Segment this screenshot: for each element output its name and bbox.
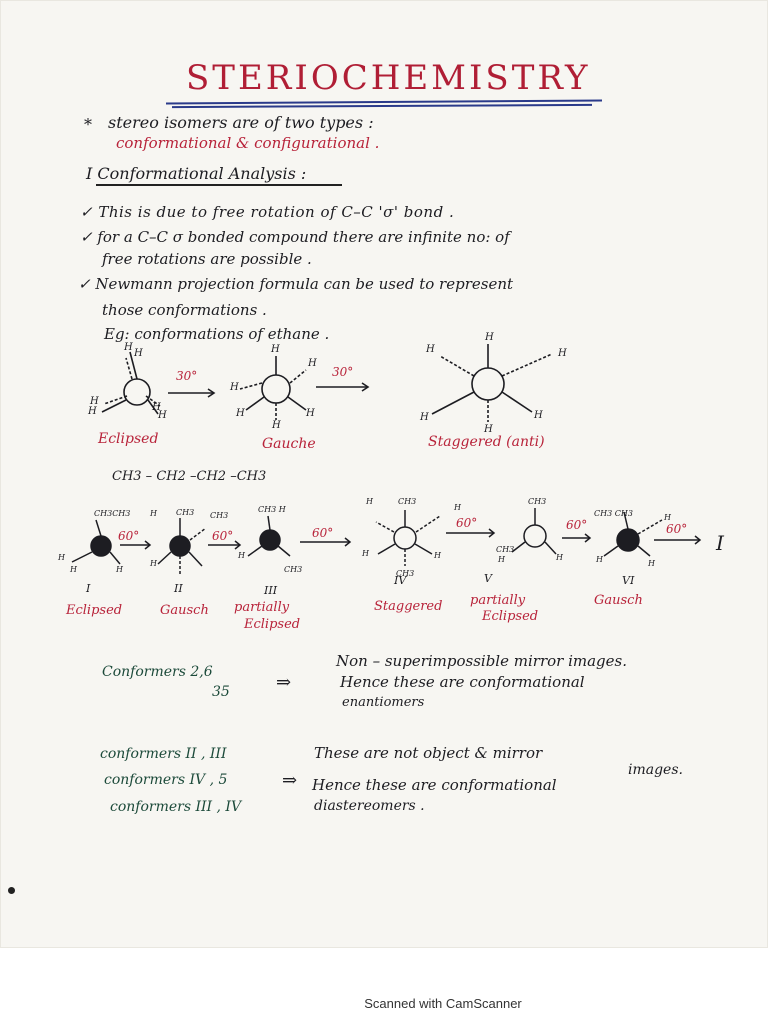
- svg-text:H: H: [150, 509, 157, 518]
- diastereomer-conformers-3: conformers III , IV: [110, 799, 242, 815]
- svg-text:CH3: CH3: [284, 565, 303, 574]
- butane-arrow-label-2: 60°: [212, 529, 234, 543]
- diastereomer-text-3: diastereomers .: [314, 798, 425, 814]
- point-3-continued: those conformations .: [102, 301, 267, 319]
- svg-text:H: H: [484, 424, 493, 435]
- svg-text:H: H: [90, 396, 99, 407]
- svg-text:H: H: [238, 551, 245, 560]
- svg-text:H: H: [664, 513, 671, 522]
- butane-label-5a: partially: [470, 593, 526, 608]
- page-title: STERIOCHEMISTRY: [186, 58, 591, 98]
- svg-text:CH3 CH3: CH3 CH3: [594, 509, 633, 518]
- ethane-arrow-label-1: 30°: [176, 369, 198, 383]
- intro-line-2: conformational & configurational .: [116, 134, 380, 152]
- svg-text:H: H: [485, 332, 494, 343]
- intro-bullet: *: [84, 115, 92, 134]
- diastereomer-text-2: Hence these are conformational: [312, 776, 557, 794]
- svg-text:CH3: CH3: [398, 497, 417, 506]
- svg-text:H: H: [362, 549, 369, 558]
- enantiomer-text-2: Hence these are conformational: [340, 673, 585, 691]
- butane-formula: CH3 – CH2 –CH2 –CH3: [112, 469, 267, 484]
- butane-label-5b: Eclipsed: [482, 609, 539, 624]
- svg-text:H: H: [88, 406, 97, 417]
- numeral-5: V: [484, 572, 492, 585]
- butane-arrow-label-5: 60°: [566, 518, 588, 532]
- svg-text:CH3: CH3: [210, 511, 229, 520]
- svg-text:H: H: [150, 559, 157, 568]
- punch-hole-dot: [8, 887, 15, 894]
- svg-text:H: H: [134, 348, 143, 359]
- svg-text:H: H: [454, 503, 461, 512]
- svg-text:H: H: [271, 344, 280, 355]
- svg-text:H: H: [58, 553, 65, 562]
- butane-arrow-label-6: 60°: [666, 522, 688, 536]
- butane-arrow-label-4: 60°: [456, 516, 478, 530]
- butane-label-4: Staggered: [374, 599, 443, 614]
- svg-text:H: H: [426, 344, 435, 355]
- svg-text:H: H: [556, 553, 563, 562]
- diastereomer-text-1: These are not object & mirror: [314, 744, 543, 762]
- svg-text:H: H: [648, 559, 655, 568]
- diastereomer-text-1b: images.: [628, 762, 683, 778]
- svg-text:CH3: CH3: [176, 508, 195, 517]
- butane-label-3b: Eclipsed: [244, 617, 301, 632]
- point-2: ✓ for a C–C σ bonded compound there are infinite no: of: [80, 228, 510, 246]
- enantiomer-text-3: enantiomers: [342, 695, 425, 710]
- diastereomer-conformers-1: conformers II , III: [100, 746, 227, 762]
- numeral-4: IV: [394, 574, 407, 587]
- svg-text:H: H: [152, 402, 161, 413]
- enantiomer-implies-arrow: ⇒: [276, 672, 292, 693]
- enantiomer-conformers-2: 35: [212, 684, 230, 700]
- enantiomer-conformers-1: Conformers 2,6: [102, 664, 213, 680]
- intro-line-1: stereo isomers are of two types :: [108, 113, 374, 132]
- butane-label-1: Eclipsed: [66, 603, 123, 618]
- butane-label-6: Gausch: [594, 593, 643, 608]
- numeral-1: I: [86, 582, 91, 595]
- svg-text:H: H: [434, 551, 441, 560]
- svg-text:H: H: [230, 382, 239, 393]
- svg-text:H: H: [158, 410, 167, 421]
- svg-text:CH3: CH3: [528, 497, 547, 506]
- point-3: ✓ Newmann projection formula can be used to represent: [78, 275, 514, 293]
- svg-text:H: H: [308, 358, 317, 369]
- svg-text:CH3: CH3: [496, 545, 515, 554]
- svg-text:H: H: [366, 497, 373, 506]
- end-mark: I: [716, 531, 724, 555]
- label-eclipsed: Eclipsed: [98, 431, 159, 447]
- svg-text:CH3CH3: CH3CH3: [94, 509, 131, 518]
- svg-text:H: H: [70, 565, 77, 574]
- svg-text:H: H: [236, 408, 245, 419]
- butane-label-2: Gausch: [160, 603, 209, 618]
- svg-text:H: H: [498, 555, 505, 564]
- point-2-continued: free rotations are possible .: [102, 250, 312, 268]
- svg-text:H: H: [124, 342, 133, 353]
- section-heading: I Conformational Analysis :: [86, 164, 307, 183]
- svg-text:H: H: [306, 408, 315, 419]
- label-gauche: Gauche: [262, 436, 316, 452]
- butane-arrow-label-1: 60°: [118, 529, 140, 543]
- scanner-watermark: Scanned with CamScanner: [364, 996, 522, 1011]
- svg-text:H: H: [534, 410, 543, 421]
- numeral-3: III: [264, 584, 278, 597]
- diastereomer-conformers-2: conformers IV , 5: [104, 772, 228, 788]
- butane-arrow-label-3: 60°: [312, 526, 334, 540]
- svg-text:CH3: CH3: [396, 569, 415, 578]
- example-line: Eg: conformations of ethane .: [104, 325, 330, 343]
- label-staggered-anti: Staggered (anti): [428, 434, 545, 450]
- enantiomer-text-1: Non – superimpossible mirror images.: [336, 652, 627, 670]
- numeral-6: VI: [622, 574, 635, 587]
- svg-text:H: H: [420, 412, 429, 423]
- ethane-arrow-label-2: 30°: [332, 365, 354, 379]
- diastereomer-implies-arrow: ⇒: [282, 770, 298, 791]
- svg-text:H: H: [116, 565, 123, 574]
- point-1: ✓ This is due to free rotation of C–C 'σ' bond .: [80, 203, 455, 221]
- svg-text:H: H: [558, 348, 567, 359]
- svg-text:H: H: [272, 420, 281, 431]
- svg-text:H: H: [596, 555, 603, 564]
- numeral-2: II: [174, 582, 183, 595]
- svg-text:CH3 H: CH3 H: [258, 505, 286, 514]
- butane-label-3a: partially: [234, 600, 290, 615]
